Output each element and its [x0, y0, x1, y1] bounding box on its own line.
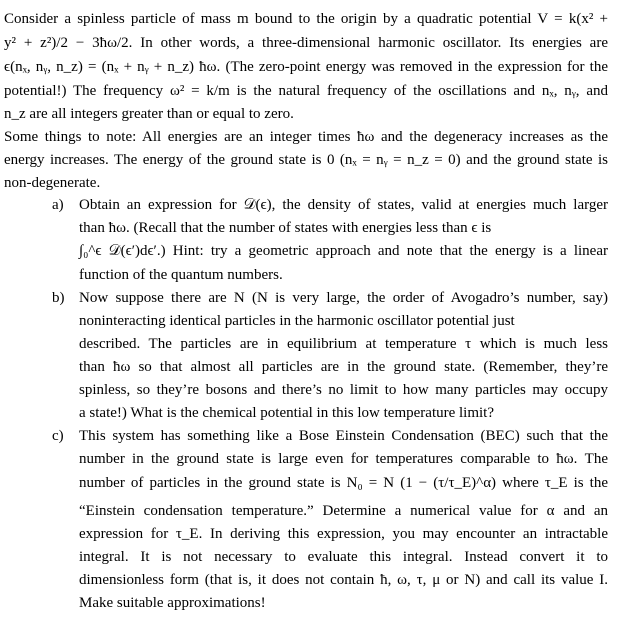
notes-line-2: energy increases. The energy of the ground state is 0 (nₓ = nᵧ = n_z = 0) and the ground state is [4, 152, 608, 168]
part-a-line-2: than ħω. (Recall that the number of states with energies less than ϵ is [79, 220, 492, 236]
intro-line-4: potential!) The frequency ω² = k/m is the natural frequency of the oscillations and nₓ, nᵧ, and [4, 83, 608, 99]
part-a-line-4: function of the quantum numbers. [79, 267, 283, 283]
part-c-line-7: dimensionless form (that is, it does not contain ħ, ω, τ, μ or N) and call its value I. [79, 572, 608, 588]
part-c-line-6: integral. It is not necessary to evaluate this integral. Instead convert it to [79, 549, 608, 565]
part-c-line-4: “Einstein condensation temperature.” Determine a numerical value for α and an [79, 503, 608, 519]
part-c-line-5: expression for τ_E. In deriving this expression, you may encounter an intractable [79, 526, 608, 542]
part-b-line-2: noninteracting identical particles in the harmonic oscillator potential just [79, 313, 515, 329]
part-b-line-3: described. The particles are in equilibrium at temperature τ which is much less [79, 336, 608, 352]
part-b-line-5: spinless, so they’re bosons and there’s no limit to how many particles may occupy [79, 382, 608, 398]
part-a-line-1: Obtain an expression for 𝒟(ϵ), the density of states, valid at energies much larger [79, 197, 608, 213]
notes-line-3: non-degenerate. [4, 175, 101, 191]
intro-line-5: n_z are all integers greater than or equal to zero. [4, 106, 294, 122]
part-b-line-4: than ħω so that almost all particles are in the ground state. (Remember, they’re [79, 359, 608, 375]
part-c-line-1: This system has something like a Bose Einstein Condensation (BEC) such that the [79, 428, 608, 444]
intro-line-1: Consider a spinless particle of mass m bound to the origin by a quadratic potential V = k(x² + [4, 11, 608, 27]
part-b-marker: b) [52, 290, 65, 306]
part-a-line-3: ∫₀^ϵ 𝒟(ϵ′)dϵ′.) Hint: try a geometric approach and note that the energy is a linear [79, 243, 608, 259]
part-c-line-3: number of particles in the ground state is N₀ = N (1 − (τ/τ_E)^α) where τ_E is the [79, 475, 608, 491]
intro-line-3: ϵ(nₓ, nᵧ, n_z) = (nₓ + nᵧ + n_z) ħω. (The zero-point energy was removed in the expression for the [4, 59, 608, 75]
notes-line-1: Some things to note: All energies are an integer times ħω and the degeneracy increases as the [4, 129, 608, 145]
part-c-marker: c) [52, 428, 64, 444]
part-c-line-8: Make suitable approximations! [79, 595, 266, 611]
part-c-line-2: number in the ground state is large even for temperatures comparable to ħω. The [79, 451, 608, 467]
part-b-line-1: Now suppose there are N (N is very large, the order of Avogadro’s number, say) [79, 290, 608, 306]
intro-line-2: y² + z²)/2 − 3ħω/2. In other words, a three-dimensional harmonic oscillator. Its energies are [4, 35, 608, 51]
part-b-line-6: a state!) What is the chemical potential in this low temperature limit? [79, 405, 495, 421]
part-a-marker: a) [52, 197, 64, 213]
